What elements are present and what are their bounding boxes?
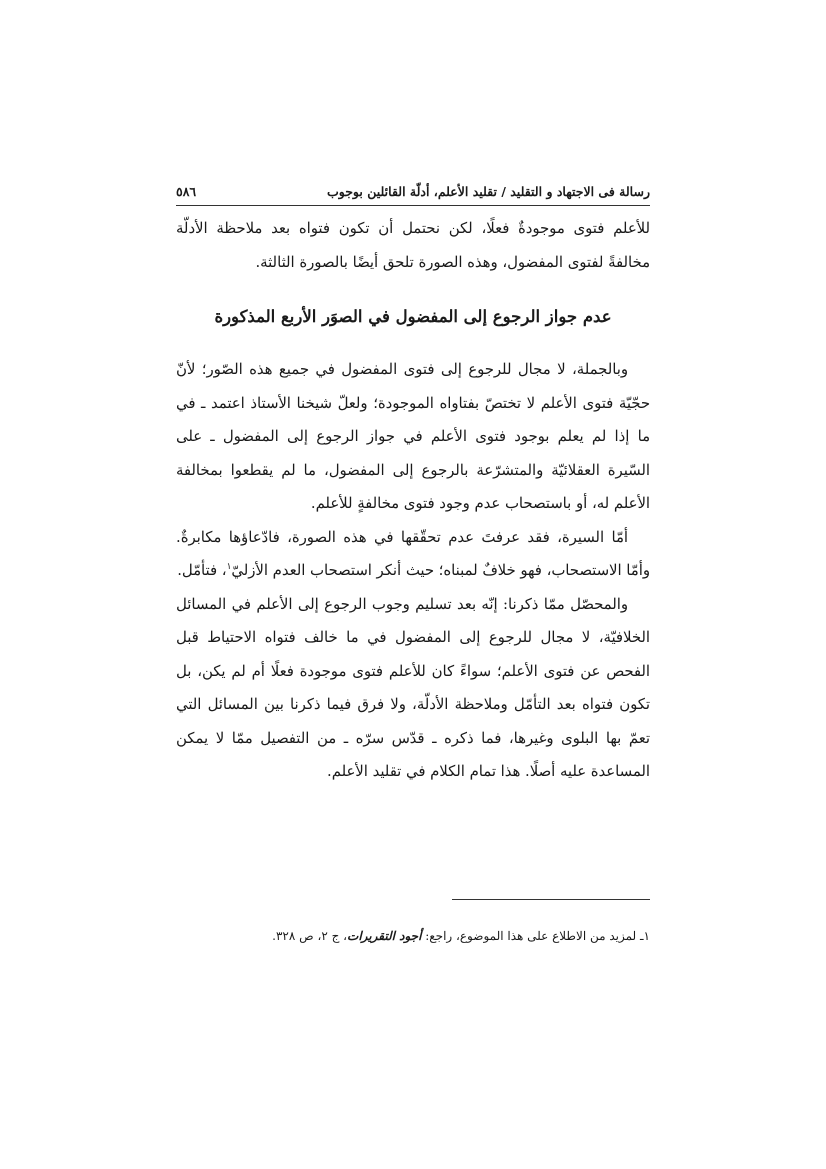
running-title: رسالة فى الاجتهاد و التقليد / تقليد الأعلم، أدلّة القائلين بوجوب (326, 184, 650, 199)
footnote-rule (452, 899, 650, 900)
book-page (176, 168, 650, 1068)
footnote-tail: ، ج ٢، ص ٣٢٨. (272, 929, 348, 943)
paragraph-3-end: ، فتأمّل. (177, 562, 227, 579)
header-rule (176, 205, 650, 206)
footnote-reference[interactable]: ١ (226, 562, 232, 573)
running-head (176, 180, 650, 204)
page-number: ٥٨٦ (176, 184, 197, 199)
paragraph-1: للأعلم فتوى موجودةٌ فعلًا، لكن نحتمل أن تكون فتواه بعد ملاحظة الأدلّة مخالفةً لفتوى المفضول، وهذه الصورة تلحق أيضًا بالصورة الثالثة. (176, 220, 650, 271)
body-text (176, 212, 650, 789)
paragraph-3 (176, 521, 650, 588)
footnote (176, 924, 650, 948)
paragraph-2: وبالجملة، لا مجال للرجوع إلى فتوى المفضول في جميع هذه الصّور؛ لأنّ حجّيّة فتوى الأعلم لا تختصّ بفتاواه الموجودة؛ ولعلّ شيخنا الأستاذ اعتمد ـ في ما إذا لم يعلم بوجود فتوى الأعلم في جواز الرجوع إلى المفضول ـ على السّيرة العقلائيّة والمتشرّعة بالرجوع إلى المفضول، ما لم يقطعوا بمخالفة الأعلم له، أو باستصحاب عدم وجود فتوى مخالفةٍ للأعلم. (176, 361, 650, 512)
footnote-lead: ١ـ لمزيد من الاطلاع على هذا الموضوع، راجع: (421, 929, 650, 943)
paragraph-3-text: أمّا السيرة، فقد عرفتَ عدم تحقّقها في هذه الصورة، فادّعاؤها مكابرةٌ. وأمّا الاستصحاب، فهو خلافٌ لمبناه؛ حيث أنكر استصحاب العدم الأزليّ (176, 528, 650, 579)
section-heading: عدم جواز الرجوع إلى المفضول في الصوَر الأربع المذكورة (214, 307, 612, 326)
footnote-book-title: أجود التقريرات (347, 929, 422, 943)
paragraph-4: والمحصّل ممّا ذكرنا: إنّه بعد تسليم وجوب الرجوع إلى الأعلم في المسائل الخلافيّة، لا مجال للرجوع إلى المفضول في ما خالف فتواه الاحتياط قبل الفحص عن فتوى الأعلم؛ سواءً كان للأعلم فتوى موجودة فعلًا أم لم يكن، بل تكون فتواه بعد التأمّل وملاحظة الأدلّة، ولا فرق فيما ذكرنا بين المسائل التي تعمّ بها البلوى وغيرها، فما ذكره ـ قدّس سرّه ـ من التفصيل ممّا لا يمكن المساعدة عليه أصلًا. هذا تمام الكلام في تقليد الأعلم. (176, 595, 650, 780)
